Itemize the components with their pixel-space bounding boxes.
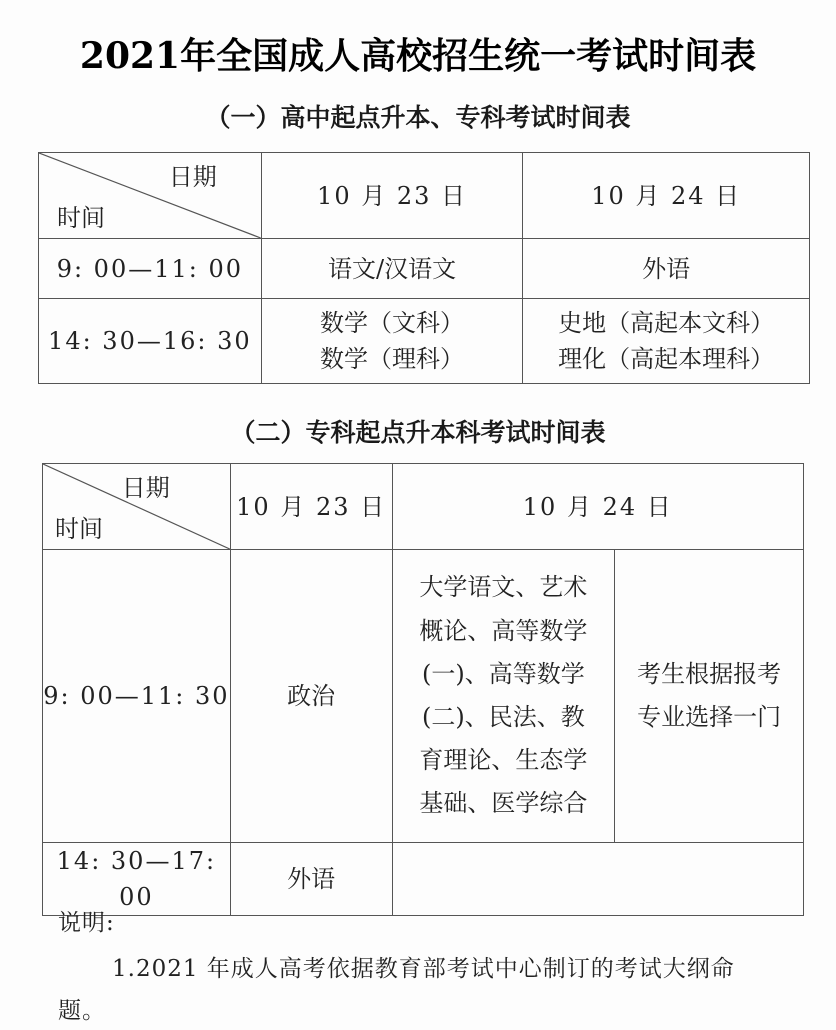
table-row	[39, 299, 810, 384]
table-row	[43, 843, 804, 916]
subject-cell	[261, 239, 523, 299]
subject-text: 语文/汉语文	[327, 254, 457, 283]
subject-text: (二)、民法、教	[422, 703, 585, 731]
subject-text: 史地（高起本文科）	[558, 309, 775, 337]
page-title: 2021年全国成人高校招生统一考试时间表	[79, 35, 757, 77]
subject-cell	[523, 299, 810, 384]
section1-heading: （一）高中起点升本、专科考试时间表	[205, 103, 631, 132]
diagonal-header-cell	[39, 153, 262, 239]
time-axis-label: 时间	[55, 515, 103, 543]
subject-text: 育理论、生态学	[419, 746, 588, 775]
date-axis-label: 日期	[168, 163, 217, 191]
subject-cell: 政治	[230, 550, 392, 843]
subject-text: 大学语文、艺术	[419, 573, 588, 602]
date-column-header: 10 月 23 日	[261, 153, 523, 239]
subject-text: 基础、医学综合	[419, 789, 588, 818]
notes-heading: 说明:	[58, 910, 115, 936]
note-text: 专业选择一门	[637, 703, 782, 731]
date-axis-label: 日期	[121, 474, 170, 502]
subject-text: 数学（文科）	[320, 309, 465, 337]
note-item-line: 题。	[58, 998, 106, 1024]
note-item-line: 1.2021 年成人高考依据教育部考试中心制订的考试大纲命	[112, 956, 735, 982]
time-cell: 9: 00—11: 30	[43, 550, 231, 843]
date-column-header: 10 月 24 日	[523, 153, 810, 239]
subject-text: 数学（理科）	[320, 345, 465, 373]
schedule-table-1	[38, 152, 810, 384]
subject-text: 概论、高等数学	[419, 616, 588, 645]
time-cell: 14: 30—17: 00	[43, 843, 231, 916]
note-text: 考生根据报考	[637, 659, 782, 688]
time-cell: 9: 00—11: 00	[39, 239, 262, 299]
subject-text: 外语	[642, 254, 691, 283]
date-column-header: 10 月 24 日	[392, 464, 803, 550]
subject-text: 理化（高起本理科）	[558, 345, 775, 373]
date-column-header: 10 月 23 日	[230, 464, 392, 550]
section2-heading: （二）专科起点升本科考试时间表	[230, 418, 606, 447]
empty-cell	[392, 843, 803, 916]
time-axis-label: 时间	[57, 204, 105, 232]
subject-list-cell	[392, 550, 615, 843]
subject-cell	[261, 299, 523, 384]
time-cell: 14: 30—16: 30	[39, 299, 262, 384]
table-header-row	[39, 153, 810, 239]
choice-note-cell	[615, 550, 804, 843]
table-header-row	[43, 464, 804, 550]
schedule-table-2	[42, 463, 804, 916]
table-row	[43, 550, 804, 843]
diagonal-header-cell	[43, 464, 231, 550]
subject-cell: 外语	[230, 843, 392, 916]
subject-cell	[523, 239, 810, 299]
subject-text: (一)、高等数学	[422, 659, 585, 688]
table-row	[39, 239, 810, 299]
